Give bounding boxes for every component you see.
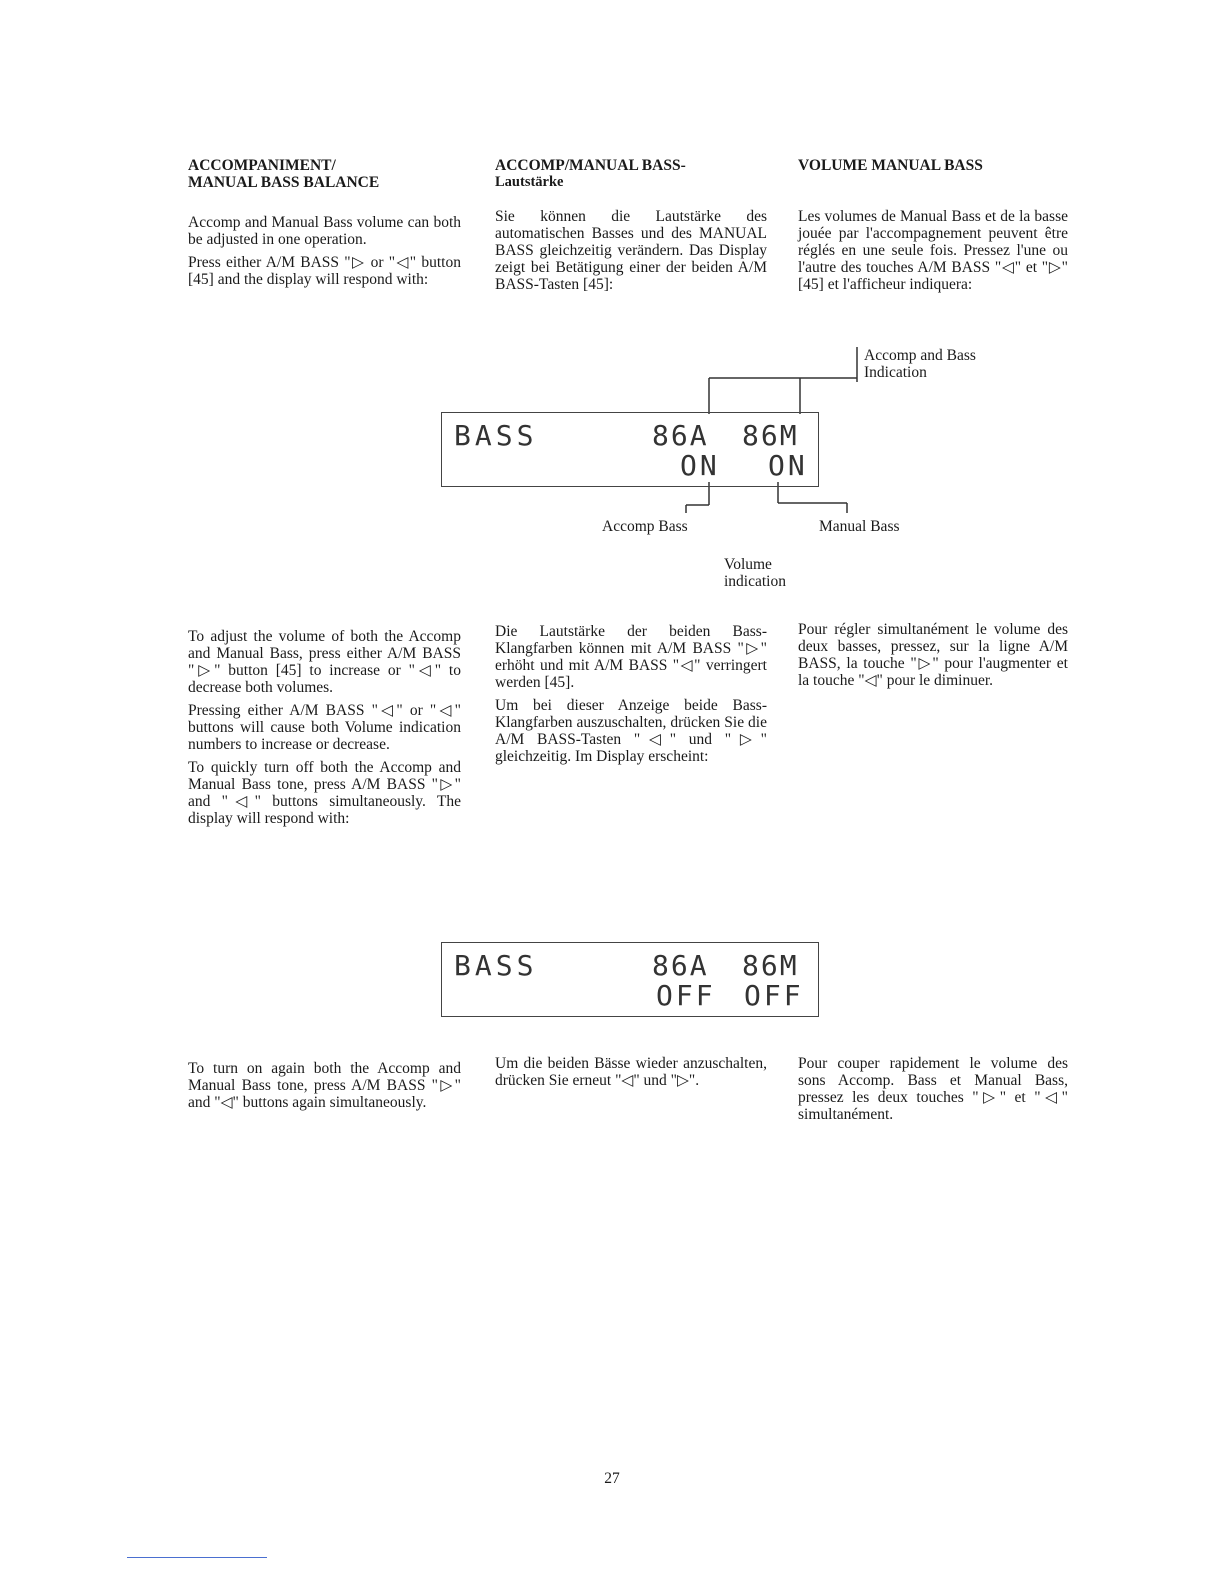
- label-line: Volume: [724, 556, 772, 573]
- body-fr: [798, 621, 1068, 695]
- lcd-accomp-state: ON: [680, 449, 720, 482]
- paragraph: To turn on again both the Accomp and Manual Bass tone, press A/M BASS "▷" and "◁" buttons again simultaneously.: [188, 1060, 461, 1111]
- paragraph: Pour régler simultanément le volume des deux basses, pressez, sur la ligne A/M BASS, la touche "▷" pour l'augmenter et la touche "◁" pour le diminuer.: [798, 621, 1068, 689]
- label-volume-indication: [724, 556, 786, 590]
- paragraph: Pour couper rapidement le volume des sons Accomp. Bass et Manual Bass, pressez les deux touches "▷" et "◁" simultanément.: [798, 1055, 1068, 1123]
- heading-line: VOLUME MANUAL BASS: [798, 157, 983, 174]
- paragraph: Um die beiden Bässe wieder anzuschalten, drücken Sie erneut "◁" und "▷".: [495, 1055, 767, 1089]
- lcd-accomp-state: OFF: [656, 979, 716, 1012]
- label-accomp-and-bass-indication: [864, 347, 976, 381]
- lcd-bass-text: BASS: [454, 949, 538, 982]
- label-accomp-bass: Accomp Bass: [602, 518, 688, 535]
- lcd-manual-volume: 86M: [742, 949, 799, 982]
- paragraph: Um bei dieser Anzeige beide Bass-Klangfarben auszuschalten, drücken Sie die A/M BASS-Tasten "◁" und "▷" gleichzeitig. Im Display erscheint:: [495, 697, 767, 765]
- paragraph: To quickly turn off both the Accomp and Manual Bass tone, press A/M BASS "▷" and "◁" buttons simultaneously. The display will respond with:: [188, 759, 461, 827]
- label-line: Indication: [864, 364, 927, 381]
- paragraph: Accomp and Manual Bass volume can both be adjusted in one operation.: [188, 214, 461, 248]
- paragraph: Press either A/M BASS "▷ or "◁" button [45] and the display will respond with:: [188, 254, 461, 288]
- paragraph: To adjust the volume of both the Accomp and Manual Bass, press either A/M BASS "▷" button [45] to increase or "◁" to decrease both volumes.: [188, 628, 461, 696]
- label-line: indication: [724, 573, 786, 590]
- paragraph: Les volumes de Manual Bass et de la basse jouée par l'accompagnement peuvent être réglés en une seule fois. Pressez l'une ou l'autre des touches A/M BASS "◁" et "▷" [45] et l'afficheur indiquera:: [798, 208, 1068, 293]
- lcd-display-on: [441, 412, 819, 487]
- heading-line: MANUAL BASS BALANCE: [188, 174, 380, 191]
- lcd-accomp-volume: 86A: [652, 419, 709, 452]
- label-manual-bass: Manual Bass: [819, 518, 900, 535]
- lcd-bass-text: BASS: [454, 419, 538, 452]
- page-number: 27: [604, 1470, 620, 1487]
- lcd-manual-state: OFF: [744, 979, 804, 1012]
- lcd-display-off: [441, 942, 819, 1017]
- body-de: [495, 623, 767, 771]
- lcd-manual-volume: 86M: [742, 419, 799, 452]
- footer-text-de: [495, 1055, 767, 1095]
- lcd-manual-state: ON: [768, 449, 808, 482]
- heading-line: ACCOMPANIMENT/: [188, 157, 336, 174]
- footer-text-en: [188, 1060, 461, 1117]
- footer-rule: [127, 1557, 267, 1558]
- body-en: [188, 628, 461, 833]
- paragraph: Pressing either A/M BASS "◁" or "◁" buttons will cause both Volume indication numbers to increase or decrease.: [188, 702, 461, 753]
- paragraph: Die Lautstärke der beiden Bass-Klangfarben können mit A/M BASS "▷" erhöht und mit A/M BASS "◁" verringert werden [45].: [495, 623, 767, 691]
- label-line: Accomp and Bass: [864, 347, 976, 364]
- lcd-accomp-volume: 86A: [652, 949, 709, 982]
- heading-line: Lautstärke: [495, 174, 564, 190]
- footer-text-fr: [798, 1055, 1068, 1129]
- paragraph: Sie können die Lautstärke des automatischen Basses und des MANUAL BASS gleichzeitig verändern. Das Display zeigt bei Betätigung einer der beiden A/M BASS-Tasten [45]:: [495, 208, 767, 293]
- heading-line: ACCOMP/MANUAL BASS-: [495, 157, 686, 174]
